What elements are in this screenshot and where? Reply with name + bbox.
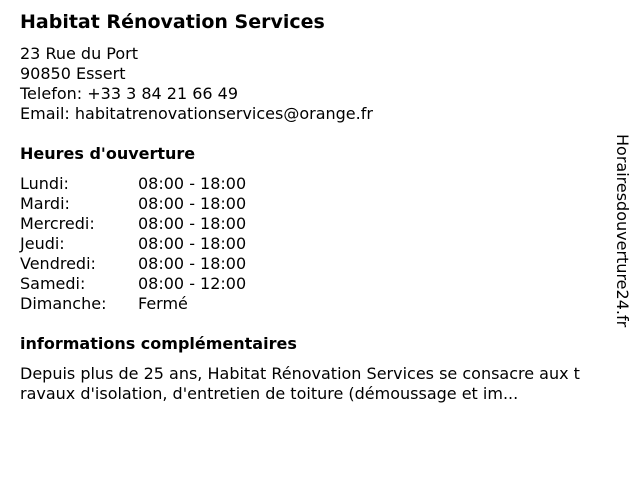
phone-number: Telefon: +33 3 84 21 66 49 — [20, 84, 239, 103]
site-watermark: Horairesdouverture24.fr — [613, 134, 632, 328]
hours-row-tuesday — [20, 194, 246, 214]
day-label: Vendredi: — [20, 254, 96, 273]
info-description-line: Depuis plus de 25 ans, Habitat Rénovation Services se consacre aux t — [20, 364, 580, 383]
time-range: 08:00 - 18:00 — [138, 214, 247, 233]
city-postal: 90850 Essert — [20, 64, 126, 83]
hours-row-sunday — [20, 294, 246, 314]
day-label: Mercredi: — [20, 214, 95, 233]
day-label: Dimanche: — [20, 294, 107, 313]
contact-block — [20, 44, 630, 124]
hours-row-friday — [20, 254, 246, 274]
hours-row-monday — [20, 174, 246, 194]
time-range: 08:00 - 12:00 — [138, 274, 247, 293]
hours-row-saturday — [20, 274, 246, 294]
time-range: 08:00 - 18:00 — [138, 194, 247, 213]
hours-row-wednesday — [20, 214, 246, 234]
info-description — [20, 364, 630, 404]
time-range: 08:00 - 18:00 — [138, 254, 247, 273]
opening-hours-list — [20, 174, 246, 314]
info-heading: informations complémentaires — [20, 334, 297, 353]
day-label: Samedi: — [20, 274, 86, 293]
day-label: Jeudi: — [20, 234, 65, 253]
email-address: Email: habitatrenovationservices@orange.fr — [20, 104, 373, 123]
info-description-line: ravaux d'isolation, d'entretien de toiture (démoussage et im... — [20, 384, 519, 403]
time-range: Fermé — [138, 294, 188, 313]
day-label: Mardi: — [20, 194, 70, 213]
time-range: 08:00 - 18:00 — [138, 234, 247, 253]
day-label: Lundi: — [20, 174, 69, 193]
street-address: 23 Rue du Port — [20, 44, 139, 63]
hours-heading: Heures d'ouverture — [20, 144, 196, 163]
business-name: Habitat Rénovation Services — [20, 11, 325, 33]
time-range: 08:00 - 18:00 — [138, 174, 247, 193]
hours-row-thursday — [20, 234, 246, 254]
